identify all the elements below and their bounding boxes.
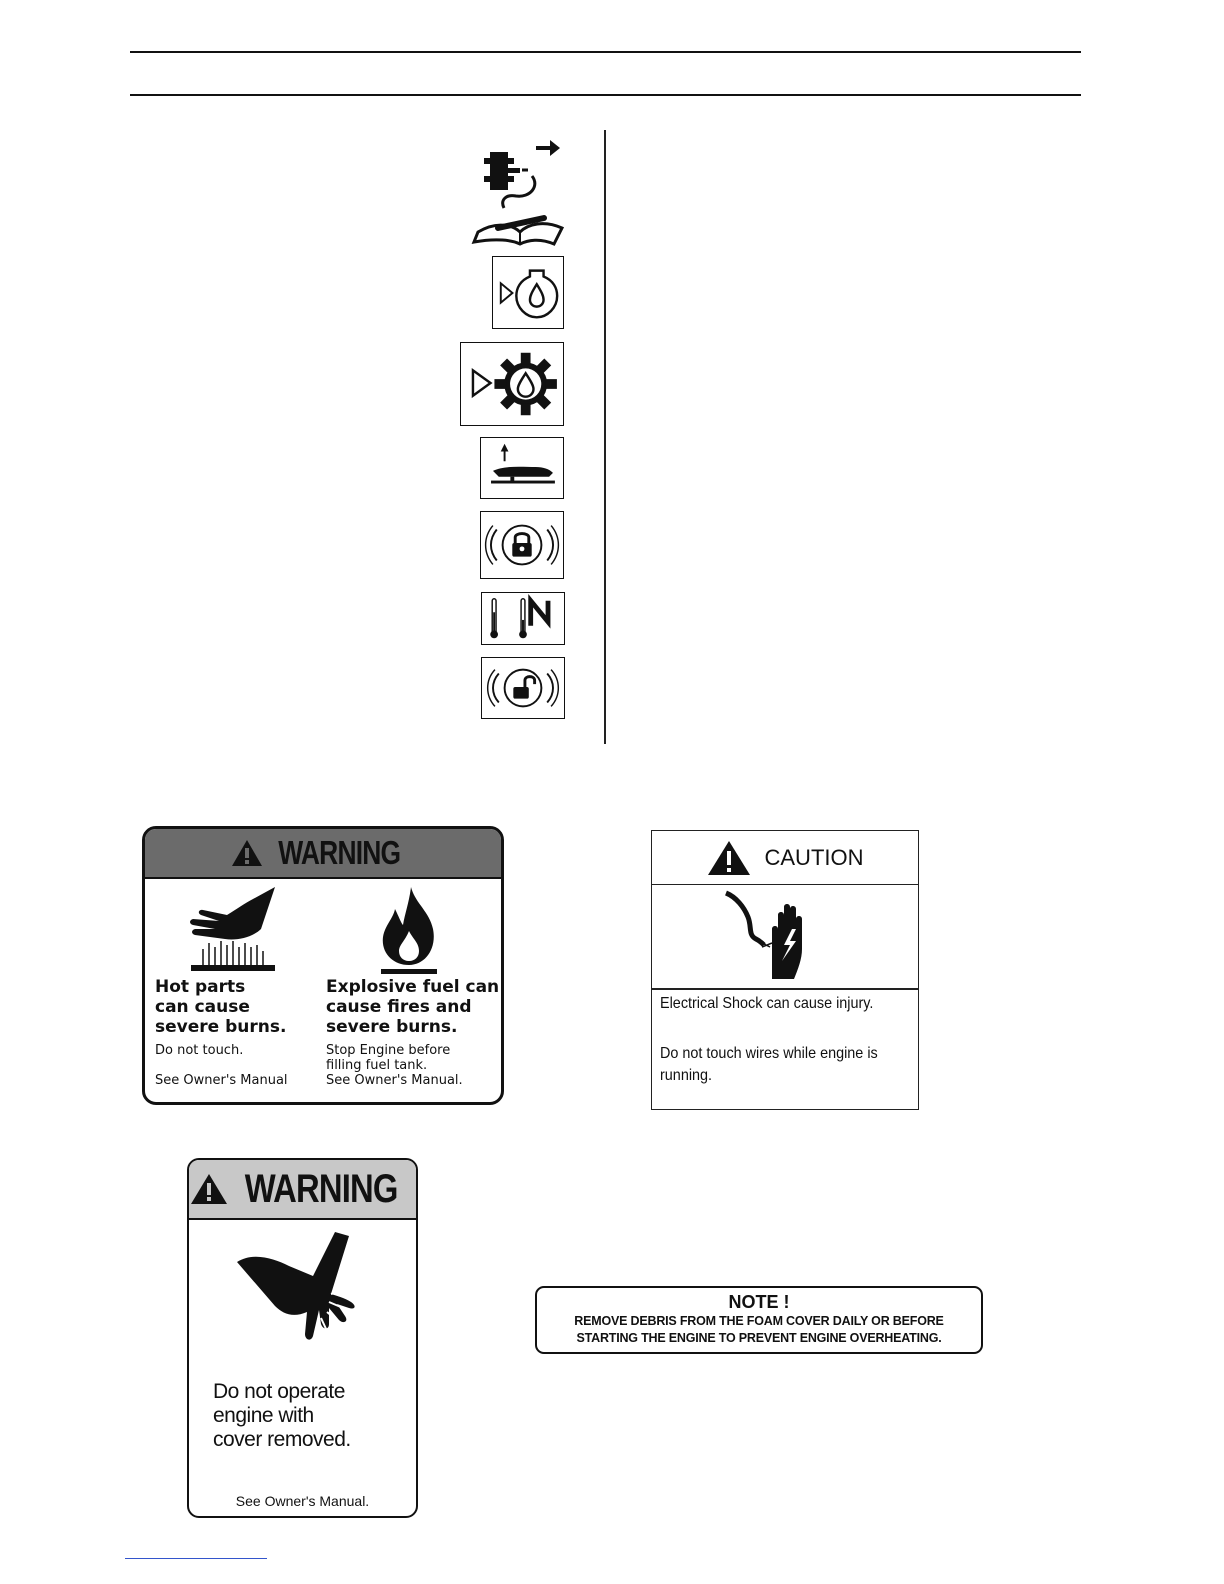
gear-oil-icon (460, 342, 564, 426)
hot-parts-instruction: Do not touch. (155, 1043, 244, 1058)
cover-message-line-3: cover removed. (213, 1428, 351, 1451)
hot-parts-heading-line-2: can cause (155, 997, 250, 1017)
unlock-icon (481, 657, 565, 719)
hot-parts-heading-line-3: severe burns. (155, 1017, 287, 1037)
note-box (535, 1286, 983, 1354)
warning-triangle-icon (231, 839, 263, 867)
warning-header (189, 1160, 416, 1220)
cover-message-line-2: engine with (213, 1404, 314, 1427)
lock-icon (480, 511, 564, 579)
fuel-reference: See Owner's Manual. (326, 1073, 463, 1088)
warning-decal-cover-removed (187, 1158, 418, 1518)
warning-label: WARNING (245, 1166, 398, 1211)
electric-shock-hand-icon (722, 889, 832, 987)
fuel-instruction-line-2: filling fuel tank. (326, 1058, 428, 1073)
footer-link-underline (125, 1558, 267, 1559)
hot-parts-column (155, 977, 315, 1088)
hot-parts-reference: See Owner's Manual (155, 1073, 288, 1088)
header-rule-top (130, 51, 1081, 53)
cover-message-line-1: Do not operate (213, 1380, 345, 1403)
brake-pedal-icon (480, 437, 564, 499)
caution-pictogram-row (652, 885, 918, 990)
fuel-heading-line-1: Explosive fuel can (326, 977, 500, 997)
caution-divider (652, 988, 918, 990)
caution-statement-block (660, 993, 920, 1015)
cover-message-block (213, 1380, 413, 1452)
fuel-heading-line-2: cause fires and (326, 997, 472, 1017)
engine-oil-icon (492, 256, 564, 329)
warning-decal-hot-parts-fuel (142, 826, 504, 1105)
caution-statement: Electrical Shock can cause injury. (660, 995, 874, 1012)
cover-reference: See Owner's Manual. (235, 1493, 370, 1509)
header-rule-bottom (130, 94, 1081, 96)
warning-label: WARNING (278, 834, 400, 871)
caution-instruction-block (660, 1043, 920, 1087)
column-divider (604, 130, 606, 744)
note-title: NOTE ! (728, 1292, 790, 1312)
caution-label: CAUTION (764, 844, 864, 870)
fuel-instruction-line-1: Stop Engine before (326, 1043, 451, 1058)
hot-parts-heading-line-1: Hot parts (155, 977, 246, 997)
warning-triangle-icon (190, 1173, 228, 1205)
caution-triangle-icon (707, 840, 751, 876)
fuel-heading-line-3: severe burns. (326, 1017, 458, 1037)
hot-surface-hand-icon (187, 885, 279, 977)
temperature-neutral-icon (481, 592, 565, 645)
flame-icon (377, 885, 441, 975)
note-line-2: STARTING THE ENGINE TO PREVENT ENGINE OVERHEATING. (576, 1331, 942, 1345)
warning-header (145, 829, 501, 879)
fuel-column (326, 977, 502, 1088)
service-manual-icon (470, 136, 566, 248)
caution-header (652, 831, 918, 885)
caution-instruction-line-1: Do not touch wires while engine is (660, 1045, 878, 1062)
note-line-1: REMOVE DEBRIS FROM THE FOAM COVER DAILY OR BEFORE (574, 1314, 944, 1328)
caution-decal-electrical-shock (651, 830, 919, 1110)
cutting-hand-icon (233, 1232, 373, 1362)
caution-instruction-line-2: running. (660, 1067, 713, 1084)
